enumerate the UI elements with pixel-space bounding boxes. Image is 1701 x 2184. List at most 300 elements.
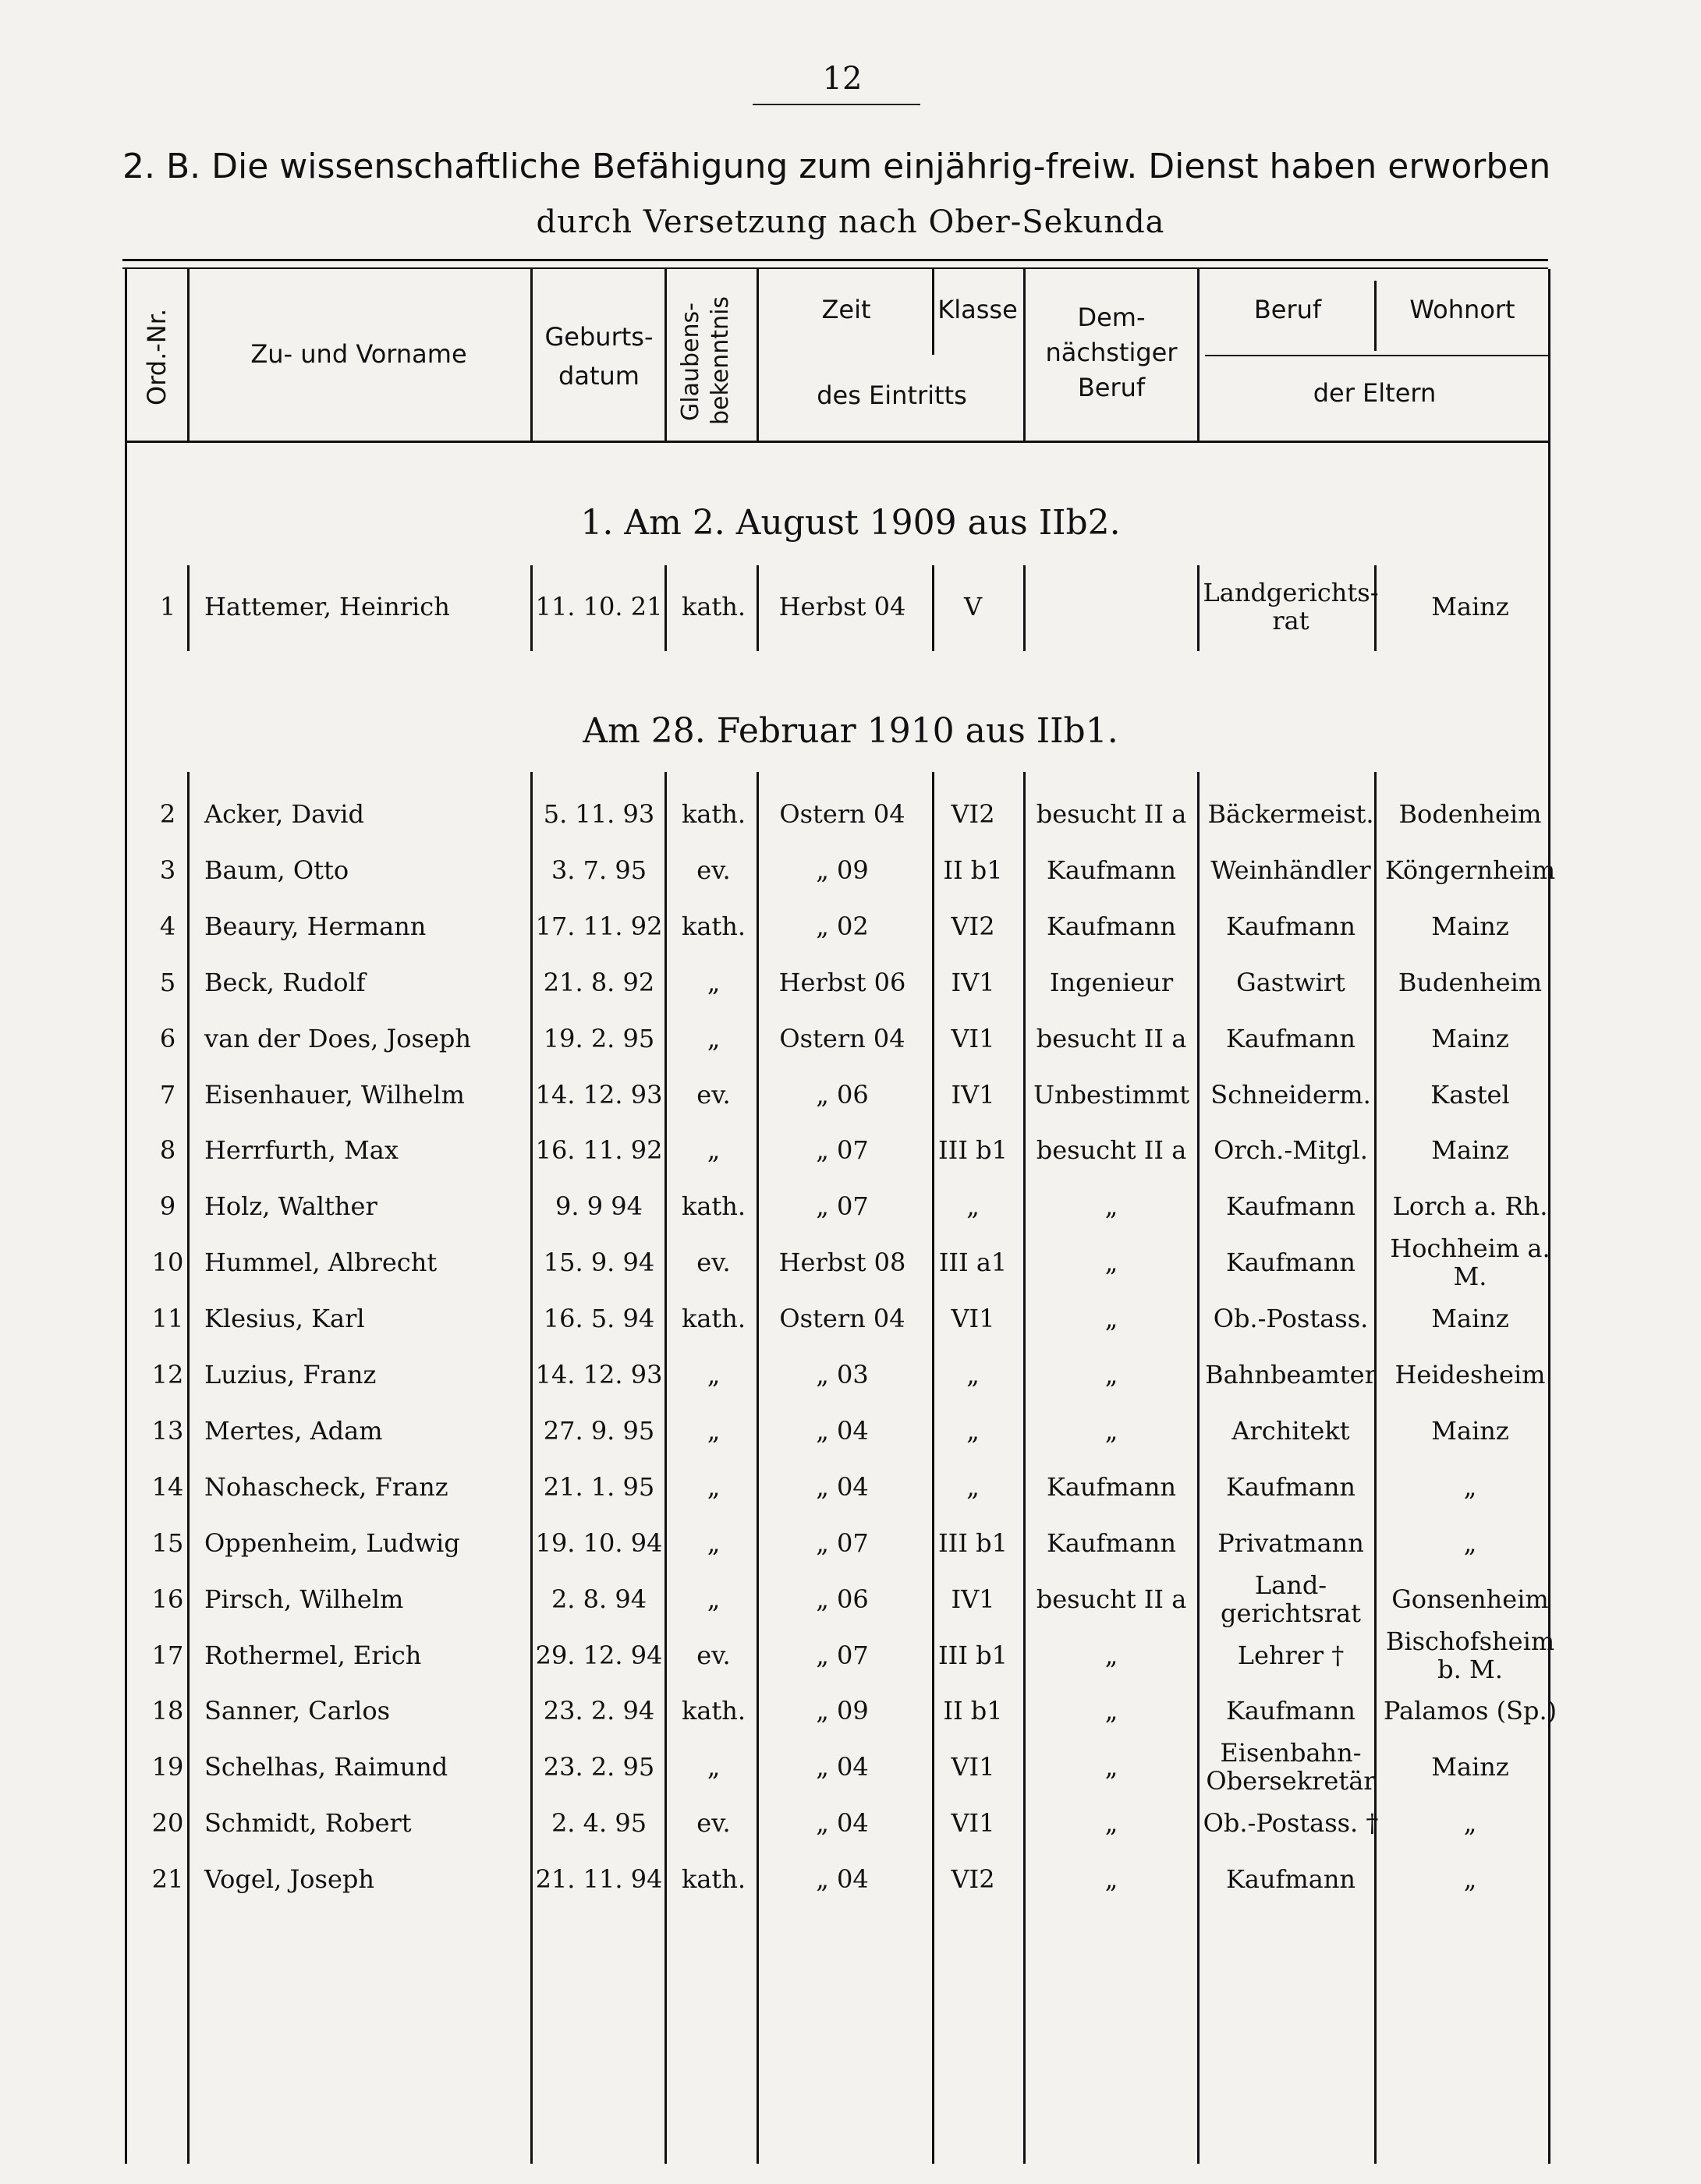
cell-dem	[1026, 1516, 1197, 1570]
cell-name	[204, 1235, 532, 1290]
cell-nr	[117, 1067, 218, 1122]
header-klasse: Klasse	[937, 295, 1018, 324]
cell-beruf	[1201, 1179, 1380, 1234]
cell-beruf-text: Kaufmann	[1225, 1864, 1356, 1895]
cell-wohnort-text: Kastel	[1430, 1079, 1510, 1110]
table-row	[0, 1683, 1701, 1738]
cell-geb	[533, 1796, 665, 1850]
header-geburtsdatum-1: Geburts-	[544, 322, 654, 352]
header-dem-2: nächstiger	[1045, 338, 1178, 367]
cell-kl-text: III b1	[938, 1640, 1008, 1670]
cell-zeit-text: Herbst 08	[778, 1248, 906, 1278]
cell-dem	[1026, 1740, 1197, 1794]
table-row	[0, 843, 1701, 897]
cell-geb-text: 19. 10. 94	[535, 1527, 663, 1558]
page-subtitle: durch Versetzung nach Ober-Sekunda	[536, 204, 1165, 240]
cell-glb-text: ev.	[696, 1248, 731, 1278]
cell-name	[204, 1628, 532, 1683]
cell-nr-text: 10	[151, 1248, 184, 1278]
cell-glb-text: kath.	[681, 592, 746, 621]
cell-name-text: Holz, Walther	[204, 1191, 377, 1222]
cell-zeit	[760, 579, 924, 634]
cell-name	[204, 1852, 532, 1906]
cell-nr-text: 21	[151, 1864, 184, 1895]
cell-zeit-text: „ 04	[816, 1808, 869, 1839]
cell-glb	[667, 1291, 760, 1346]
cell-beruf	[1201, 1011, 1380, 1066]
cell-geb-text: 19. 2. 95	[543, 1023, 655, 1053]
cell-kl-text: „	[966, 1360, 980, 1389]
cell-name	[204, 579, 532, 634]
cell-glb	[667, 1179, 760, 1234]
table-row	[0, 1403, 1701, 1458]
cell-zeit	[760, 1067, 924, 1122]
cell-dem-text: „	[1104, 1808, 1118, 1839]
cell-kl	[924, 579, 1022, 634]
cell-dem-text: „	[1104, 1304, 1118, 1334]
cell-wohnort	[1380, 1347, 1560, 1402]
cell-beruf-text: Eisenbahn- Obersekretär	[1206, 1738, 1376, 1796]
header-dem-3: Beruf	[1077, 373, 1146, 402]
cell-wohnort-text: „	[1463, 1864, 1477, 1895]
cell-nr	[117, 1516, 218, 1570]
cell-dem	[1026, 1796, 1197, 1850]
cell-geb-text: 14. 12. 93	[535, 1360, 663, 1389]
cell-beruf-text: Privatmann	[1217, 1527, 1364, 1558]
cell-nr	[117, 1123, 218, 1177]
cell-dem	[1026, 1683, 1197, 1738]
header-dem-1: Dem-	[1077, 303, 1146, 332]
cell-name-text: Baum, Otto	[204, 855, 349, 885]
header-zeit: Zeit	[821, 295, 871, 324]
cell-glb	[667, 843, 760, 897]
cell-geb	[533, 1291, 665, 1346]
cell-zeit	[760, 1403, 924, 1458]
cell-wohnort-text: Mainz	[1431, 592, 1509, 621]
cell-wohnort	[1380, 1123, 1560, 1177]
cell-beruf	[1201, 1291, 1380, 1346]
cell-kl	[924, 1628, 1022, 1683]
cell-nr-text: 3	[159, 855, 176, 885]
col-rule-geb	[664, 269, 667, 441]
cell-beruf-text: Bäckermeist.	[1207, 799, 1374, 829]
cell-dem-text: Kaufmann	[1046, 1527, 1177, 1558]
cell-nr-text: 7	[159, 1079, 176, 1110]
cell-dem-text: Unbestimmt	[1033, 1079, 1190, 1110]
cell-glb	[667, 787, 760, 841]
cell-geb	[533, 1516, 665, 1570]
cell-glb-text: ev.	[696, 1808, 731, 1839]
cell-glb-text: ev.	[696, 1079, 731, 1110]
cell-beruf-text: Land- gerichtsrat	[1221, 1570, 1361, 1628]
cell-zeit-text: „ 07	[816, 1135, 869, 1166]
cell-nr	[117, 1572, 218, 1626]
cell-nr-text: 20	[151, 1808, 184, 1839]
cell-glb	[667, 1235, 760, 1290]
cell-glb	[667, 1460, 760, 1514]
cell-name	[204, 1403, 532, 1458]
cell-beruf	[1201, 1123, 1380, 1177]
cell-zeit	[760, 1852, 924, 1906]
cell-wohnort-text: Gonsenheim	[1391, 1584, 1549, 1614]
col-rule-glb	[757, 269, 759, 441]
cell-kl-text: VI1	[951, 1752, 995, 1782]
cell-kl-text: V	[963, 592, 983, 621]
col-rule-nr	[187, 269, 190, 441]
cell-dem-text: „	[1104, 1191, 1118, 1222]
table-row	[0, 1740, 1701, 1794]
cell-wohnort-text: Mainz	[1431, 1415, 1509, 1446]
cell-dem-text: „	[1104, 1415, 1118, 1446]
cell-zeit-text: „ 06	[816, 1079, 869, 1110]
cell-wohnort	[1380, 1852, 1560, 1906]
cell-name-text: Nohascheck, Franz	[204, 1471, 448, 1502]
cell-wohnort	[1380, 1067, 1560, 1122]
cell-nr	[117, 955, 218, 1010]
cell-name-text: Oppenheim, Ludwig	[204, 1527, 460, 1558]
cell-zeit-text: Herbst 06	[778, 967, 906, 997]
cell-nr-text: 16	[151, 1584, 184, 1614]
cell-nr-text: 15	[151, 1527, 184, 1558]
cell-beruf	[1201, 1740, 1380, 1794]
cell-wohnort-text: Hochheim a. M.	[1390, 1234, 1550, 1292]
table-row	[0, 1516, 1701, 1570]
cell-zeit-text: „ 04	[816, 1471, 869, 1502]
cell-wohnort-text: Bodenheim	[1398, 799, 1542, 829]
cell-kl	[924, 1067, 1022, 1122]
cell-name	[204, 1740, 532, 1794]
cell-dem	[1026, 787, 1197, 841]
cell-beruf	[1201, 843, 1380, 897]
cell-beruf	[1201, 579, 1380, 634]
cell-dem-text: Ingenieur	[1049, 967, 1174, 997]
cell-glb	[667, 899, 760, 954]
cell-kl	[924, 1235, 1022, 1290]
cell-nr	[117, 787, 218, 841]
cell-kl-text: II b1	[943, 1696, 1003, 1726]
table-top-rule-2	[122, 267, 1548, 269]
cell-geb	[533, 1011, 665, 1066]
cell-nr-text: 9	[159, 1191, 176, 1222]
cell-beruf-text: Weinhändler	[1210, 855, 1371, 885]
cell-dem	[1026, 1235, 1197, 1290]
cell-geb-text: 29. 12. 94	[535, 1640, 663, 1670]
cell-kl	[924, 955, 1022, 1010]
header-des-eintritts: des Eintritts	[817, 381, 967, 410]
cell-wohnort	[1380, 787, 1560, 841]
cell-kl	[924, 843, 1022, 897]
cell-name-text: Hummel, Albrecht	[204, 1248, 438, 1278]
header-glaubens-1: Glaubens-	[677, 303, 704, 421]
section-heading-2: Am 28. Februar 1910 aus IIb1.	[583, 711, 1118, 751]
cell-nr	[117, 1740, 218, 1794]
cell-kl	[924, 1347, 1022, 1402]
cell-beruf-text: Kaufmann	[1225, 911, 1356, 941]
cell-geb-text: 23. 2. 95	[543, 1752, 655, 1782]
cell-glb-text: „	[707, 1584, 721, 1614]
cell-beruf	[1201, 1796, 1380, 1850]
cell-glb	[667, 1516, 760, 1570]
cell-wohnort	[1380, 899, 1560, 954]
cell-nr	[117, 843, 218, 897]
cell-geb-text: 21. 1. 95	[543, 1471, 655, 1502]
cell-geb-text: 5. 11. 93	[543, 799, 655, 829]
cell-kl-text: VI2	[951, 799, 995, 829]
cell-zeit-text: Ostern 04	[779, 1304, 905, 1334]
cell-beruf	[1201, 1403, 1380, 1458]
cell-glb	[667, 1067, 760, 1122]
cell-zeit-text: „ 09	[816, 1696, 869, 1726]
cell-glb	[667, 1796, 760, 1850]
cell-wohnort	[1380, 1628, 1560, 1683]
table-row	[0, 1011, 1701, 1066]
cell-geb	[533, 1572, 665, 1626]
cell-nr	[117, 1347, 218, 1402]
cell-kl-text: IV1	[951, 1584, 995, 1614]
cell-nr-text: 6	[159, 1023, 176, 1053]
cell-nr	[117, 1179, 218, 1234]
cell-zeit-text: „ 04	[816, 1415, 869, 1446]
cell-zeit	[760, 899, 924, 954]
cell-wohnort-text: Budenheim	[1398, 967, 1543, 997]
eltern-header-rule	[1205, 355, 1548, 356]
cell-kl	[924, 1516, 1022, 1570]
cell-glb-text: „	[707, 1415, 721, 1446]
cell-name-text: Herrfurth, Max	[204, 1135, 399, 1166]
cell-glb-text: kath.	[681, 1864, 746, 1895]
cell-dem	[1026, 1460, 1197, 1514]
cell-geb	[533, 579, 665, 634]
cell-zeit	[760, 955, 924, 1010]
cell-zeit	[760, 1011, 924, 1066]
cell-zeit-text: „ 06	[816, 1584, 869, 1614]
cell-kl-text: II b1	[943, 855, 1003, 885]
cell-kl-text: „	[966, 1471, 980, 1502]
table-row	[0, 955, 1701, 1010]
cell-zeit	[760, 1572, 924, 1626]
cell-geb-text: 15. 9. 94	[543, 1248, 655, 1278]
cell-beruf-text: Lehrer †	[1237, 1640, 1345, 1670]
cell-beruf-text: Schneiderm.	[1210, 1079, 1371, 1110]
cell-nr	[117, 1796, 218, 1850]
cell-name	[204, 1572, 532, 1626]
cell-dem	[1026, 899, 1197, 954]
cell-name-text: Acker, David	[204, 799, 365, 829]
cell-dem-text: „	[1104, 1864, 1118, 1895]
cell-kl	[924, 1291, 1022, 1346]
cell-beruf-text: Gastwirt	[1236, 967, 1345, 997]
cell-name-text: Eisenhauer, Wilhelm	[204, 1079, 465, 1110]
cell-kl-text: VI2	[951, 911, 995, 941]
cell-kl-text: III a1	[938, 1248, 1008, 1278]
cell-geb	[533, 1179, 665, 1234]
cell-zeit	[760, 1291, 924, 1346]
cell-geb	[533, 1628, 665, 1683]
cell-dem-text: Kaufmann	[1046, 911, 1177, 941]
cell-zeit	[760, 1740, 924, 1794]
cell-beruf	[1201, 1460, 1380, 1514]
cell-name	[204, 1683, 532, 1738]
cell-dem	[1026, 1123, 1197, 1177]
cell-geb-text: 17. 11. 92	[535, 911, 663, 941]
cell-wohnort	[1380, 955, 1560, 1010]
cell-geb	[533, 1852, 665, 1906]
cell-dem-text: Kaufmann	[1046, 1471, 1177, 1502]
cell-wohnort-text: „	[1463, 1527, 1477, 1558]
cell-dem	[1026, 1011, 1197, 1066]
cell-zeit	[760, 1179, 924, 1234]
cell-geb-text: 3. 7. 95	[551, 855, 647, 885]
cell-beruf-text: Kaufmann	[1225, 1248, 1356, 1278]
cell-dem	[1026, 1067, 1197, 1122]
cell-nr	[117, 1852, 218, 1906]
cell-name-text: Luzius, Franz	[204, 1360, 377, 1389]
cell-glb-text: kath.	[681, 911, 746, 941]
cell-zeit	[760, 1516, 924, 1570]
cell-name	[204, 1179, 532, 1234]
cell-kl	[924, 1796, 1022, 1850]
cell-glb-text: kath.	[681, 1696, 746, 1726]
cell-name	[204, 1347, 532, 1402]
cell-zeit	[760, 1796, 924, 1850]
cell-wohnort-text: Mainz	[1431, 1304, 1509, 1334]
cell-kl	[924, 1740, 1022, 1794]
cell-nr-text: 11	[151, 1304, 184, 1334]
cell-glb	[667, 1011, 760, 1066]
cell-nr	[117, 1460, 218, 1514]
cell-wohnort-text: Bischofsheim b. M.	[1385, 1626, 1555, 1684]
cell-zeit	[760, 1628, 924, 1683]
cell-wohnort	[1380, 1179, 1560, 1234]
cell-glb-text: kath.	[681, 1191, 746, 1222]
page-number: 12	[822, 61, 863, 97]
cell-kl-text: III b1	[938, 1527, 1008, 1558]
cell-geb-text: 21. 11. 94	[535, 1864, 663, 1895]
cell-name-text: Hattemer, Heinrich	[204, 592, 450, 621]
cell-kl	[924, 1011, 1022, 1066]
table-row	[0, 1291, 1701, 1346]
table-row	[0, 579, 1701, 634]
cell-nr	[117, 1403, 218, 1458]
cell-name	[204, 1291, 532, 1346]
cell-wohnort-text: Köngernheim	[1384, 855, 1556, 885]
cell-nr	[117, 1291, 218, 1346]
cell-wohnort-text: Mainz	[1431, 1023, 1509, 1053]
cell-zeit-text: „ 07	[816, 1527, 869, 1558]
cell-nr	[117, 1683, 218, 1738]
cell-wohnort	[1380, 1291, 1560, 1346]
table-top-rule-1	[122, 259, 1548, 261]
cell-geb-text: 21. 8. 92	[543, 967, 655, 997]
cell-nr	[117, 1628, 218, 1683]
col-rule-name	[530, 269, 533, 441]
cell-name-text: Klesius, Karl	[204, 1304, 365, 1334]
header-geburtsdatum-2: datum	[558, 361, 640, 391]
cell-zeit	[760, 1123, 924, 1177]
header-glaubens-2: bekenntnis	[707, 296, 734, 425]
cell-nr-text: 19	[151, 1752, 184, 1782]
header-der-eltern: der Eltern	[1313, 378, 1437, 408]
cell-beruf-text: Kaufmann	[1225, 1191, 1356, 1222]
table-row	[0, 787, 1701, 841]
table-header-bottom-rule	[125, 441, 1548, 443]
cell-wohnort-text: Mainz	[1431, 1752, 1509, 1782]
cell-wohnort	[1380, 1011, 1560, 1066]
cell-dem	[1026, 1179, 1197, 1234]
cell-geb-text: 9. 9 94	[555, 1191, 643, 1222]
table-row	[0, 1179, 1701, 1234]
cell-name-text: Pirsch, Wilhelm	[204, 1584, 404, 1614]
cell-geb	[533, 787, 665, 841]
cell-dem	[1026, 1403, 1197, 1458]
cell-dem-text: „	[1104, 1640, 1118, 1670]
cell-name-text: Rothermel, Erich	[204, 1640, 422, 1670]
cell-kl	[924, 1683, 1022, 1738]
cell-kl-text: „	[966, 1191, 980, 1222]
cell-geb-text: 27. 9. 95	[543, 1415, 655, 1446]
cell-beruf	[1201, 1852, 1380, 1906]
cell-kl	[924, 1572, 1022, 1626]
cell-glb	[667, 1628, 760, 1683]
cell-name-text: Schelhas, Raimund	[204, 1752, 448, 1782]
header-beruf: Beruf	[1253, 295, 1322, 324]
page-number-rule	[753, 104, 920, 105]
cell-dem-text: „	[1104, 1696, 1118, 1726]
cell-kl-text: VI1	[951, 1023, 995, 1053]
cell-geb	[533, 1683, 665, 1738]
cell-zeit-text: „ 09	[816, 855, 869, 885]
cell-glb-text: „	[707, 1360, 721, 1389]
cell-name	[204, 1123, 532, 1177]
cell-geb-text: 2. 8. 94	[551, 1584, 647, 1614]
cell-beruf-text: Landgerichts- rat	[1203, 578, 1379, 635]
cell-beruf	[1201, 1067, 1380, 1122]
cell-beruf	[1201, 899, 1380, 954]
cell-beruf	[1201, 1235, 1380, 1290]
table-row	[0, 1067, 1701, 1122]
cell-name	[204, 899, 532, 954]
cell-geb-text: 23. 2. 94	[543, 1696, 655, 1726]
cell-zeit-text: „ 04	[816, 1752, 869, 1782]
cell-zeit	[760, 1460, 924, 1514]
cell-dem-text: besucht II a	[1036, 1584, 1187, 1614]
cell-kl-text: IV1	[951, 1079, 995, 1110]
cell-dem-text: besucht II a	[1036, 1023, 1187, 1053]
cell-name	[204, 1011, 532, 1066]
cell-geb-text: 16. 5. 94	[543, 1304, 655, 1334]
cell-dem-text: „	[1104, 1248, 1118, 1278]
cell-zeit-text: „ 04	[816, 1864, 869, 1895]
table-row	[0, 1460, 1701, 1514]
cell-nr-text: 2	[159, 799, 176, 829]
cell-wohnort	[1380, 1572, 1560, 1626]
cell-geb	[533, 1123, 665, 1177]
cell-wohnort-text: Lorch a. Rh.	[1392, 1191, 1548, 1222]
table-row	[0, 1628, 1701, 1683]
cell-zeit-text: Ostern 04	[779, 1023, 905, 1053]
table-row	[0, 1235, 1701, 1290]
cell-nr	[117, 1011, 218, 1066]
cell-beruf	[1201, 1516, 1380, 1570]
cell-glb	[667, 579, 760, 634]
cell-nr-text: 13	[151, 1415, 184, 1446]
cell-dem-text: „	[1104, 1752, 1118, 1782]
cell-glb	[667, 1683, 760, 1738]
cell-dem-text: besucht II a	[1036, 799, 1187, 829]
table-row	[0, 899, 1701, 954]
cell-nr-text: 17	[151, 1640, 184, 1670]
cell-nr-text: 18	[151, 1696, 184, 1726]
